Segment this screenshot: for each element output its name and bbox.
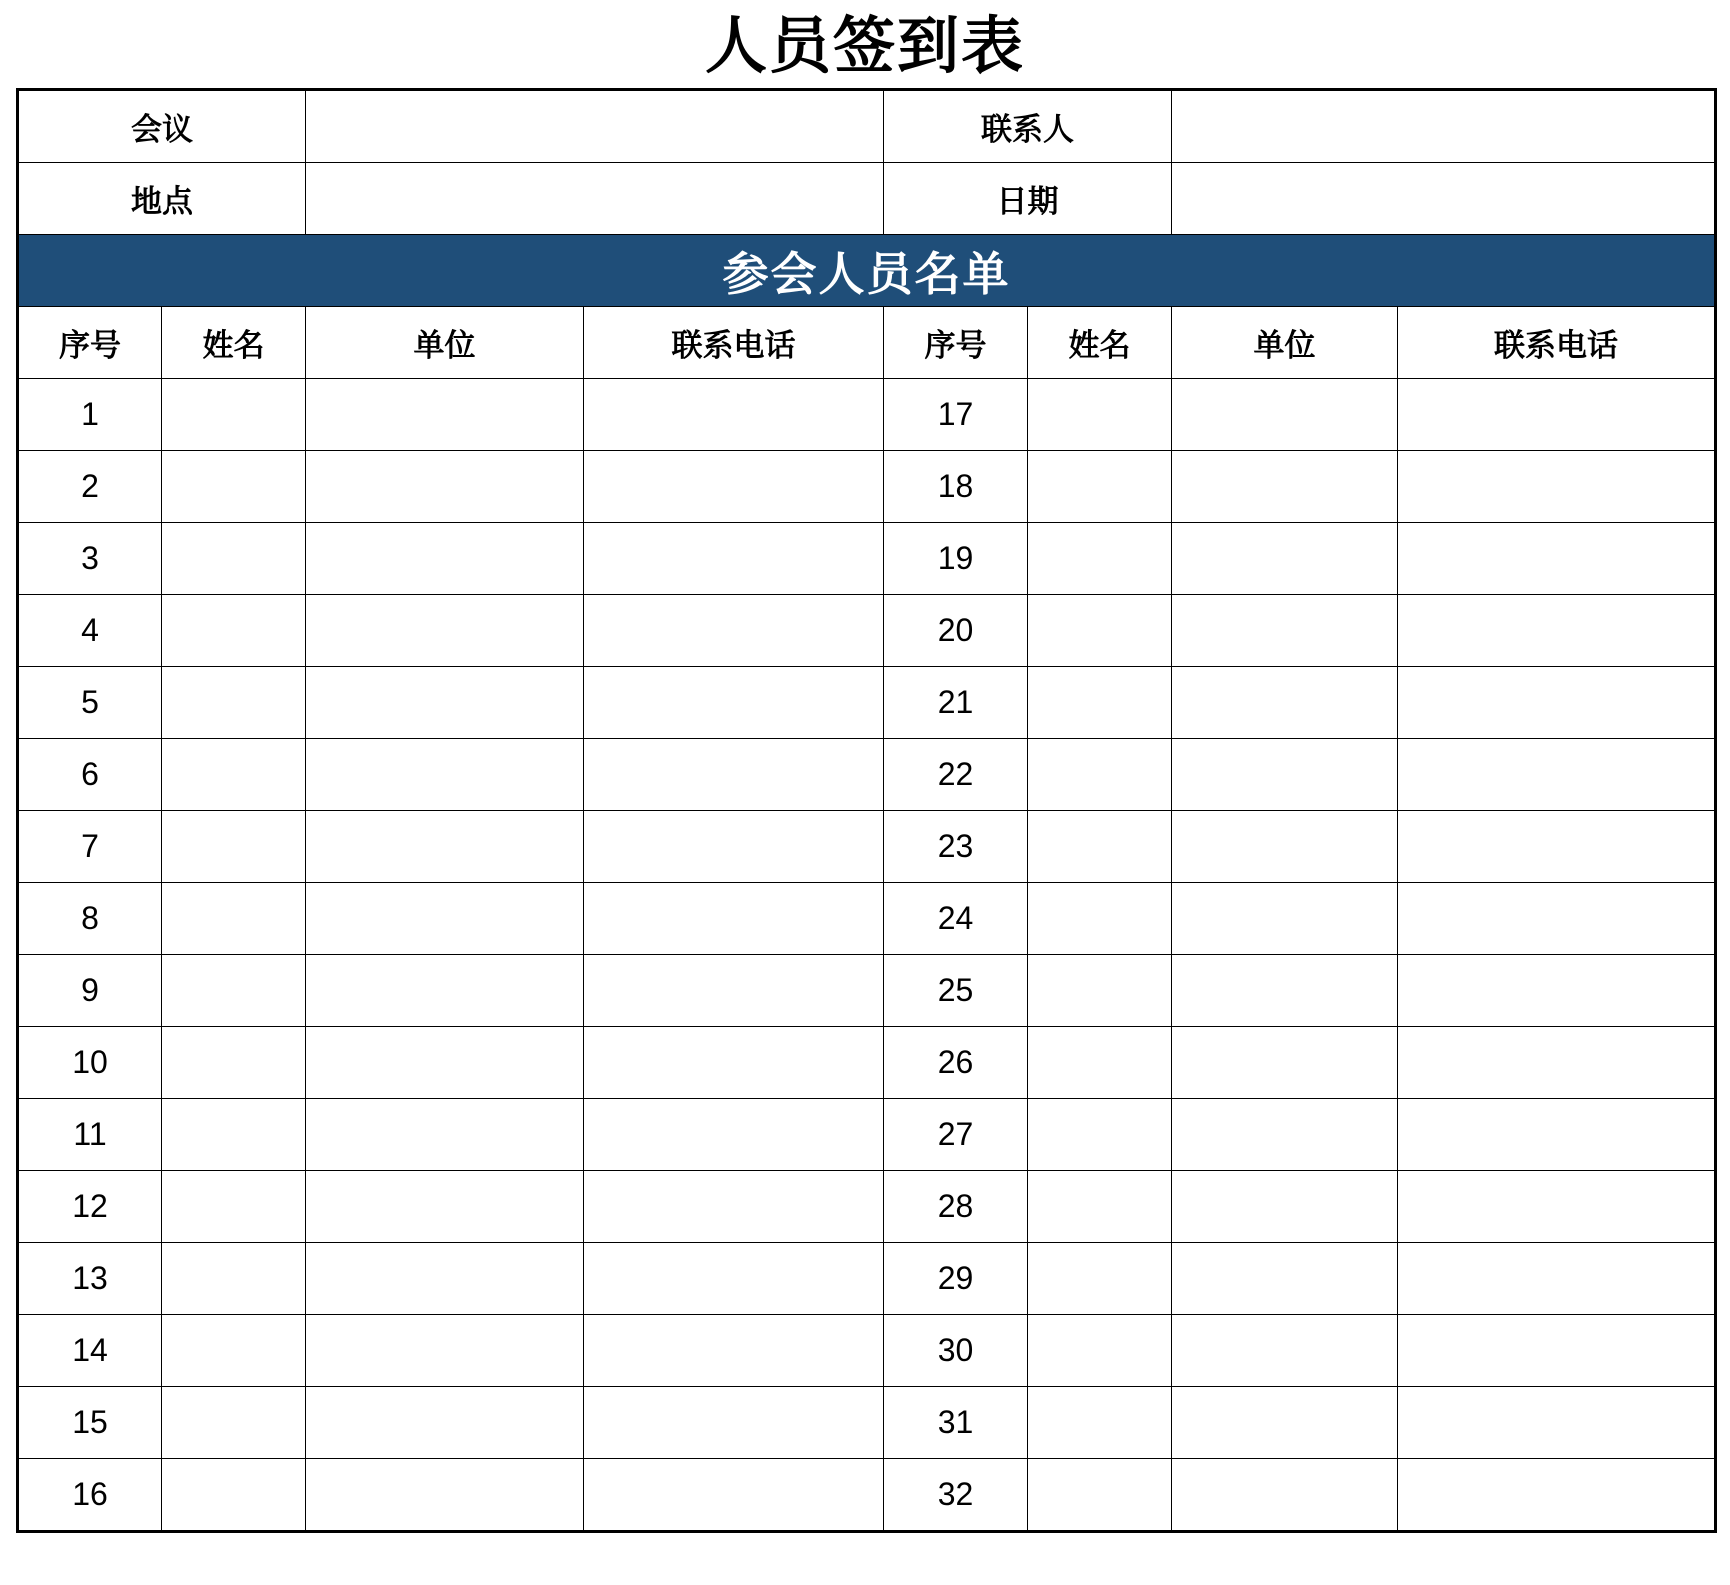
left-no-cell: 5	[18, 667, 162, 739]
right-phone-cell[interactable]	[1398, 451, 1716, 523]
contact-field[interactable]	[1172, 90, 1716, 163]
right-unit-cell[interactable]	[1172, 379, 1398, 451]
left-name-cell[interactable]	[162, 379, 306, 451]
left-phone-cell[interactable]	[584, 1315, 884, 1387]
right-unit-cell[interactable]	[1172, 739, 1398, 811]
right-name-cell[interactable]	[1028, 955, 1172, 1027]
left-name-cell[interactable]	[162, 1099, 306, 1171]
left-no-cell: 15	[18, 1387, 162, 1459]
left-unit-cell[interactable]	[306, 1315, 584, 1387]
left-phone-cell[interactable]	[584, 595, 884, 667]
right-unit-cell[interactable]	[1172, 595, 1398, 667]
right-unit-cell[interactable]	[1172, 1315, 1398, 1387]
left-phone-cell[interactable]	[584, 955, 884, 1027]
right-name-cell[interactable]	[1028, 1027, 1172, 1099]
section-row	[18, 235, 1716, 307]
left-no-cell: 3	[18, 523, 162, 595]
right-no-cell: 31	[884, 1387, 1028, 1459]
right-phone-cell[interactable]	[1398, 955, 1716, 1027]
right-name-cell[interactable]	[1028, 1387, 1172, 1459]
left-phone-cell[interactable]	[584, 739, 884, 811]
left-name-cell[interactable]	[162, 1027, 306, 1099]
left-name-cell[interactable]	[162, 811, 306, 883]
col-header-left-name: 姓名	[162, 307, 306, 379]
left-phone-cell[interactable]	[584, 1243, 884, 1315]
left-no-cell: 8	[18, 883, 162, 955]
left-phone-cell[interactable]	[584, 1459, 884, 1532]
left-name-cell[interactable]	[162, 451, 306, 523]
left-unit-cell[interactable]	[306, 451, 584, 523]
right-phone-cell[interactable]	[1398, 1171, 1716, 1243]
right-name-cell[interactable]	[1028, 595, 1172, 667]
right-no-cell: 27	[884, 1099, 1028, 1171]
left-unit-cell[interactable]	[306, 595, 584, 667]
col-header-right-name: 姓名	[1028, 307, 1172, 379]
right-no-cell: 29	[884, 1243, 1028, 1315]
meeting-field[interactable]	[306, 90, 884, 163]
table-row	[18, 955, 1716, 1027]
left-no-cell: 4	[18, 595, 162, 667]
right-phone-cell[interactable]	[1398, 739, 1716, 811]
table-row	[18, 1027, 1716, 1099]
right-name-cell[interactable]	[1028, 883, 1172, 955]
left-name-cell[interactable]	[162, 667, 306, 739]
right-no-cell: 18	[884, 451, 1028, 523]
section-title: 参会人员名单	[18, 235, 1716, 307]
right-no-cell: 19	[884, 523, 1028, 595]
left-name-cell[interactable]	[162, 1243, 306, 1315]
right-no-cell: 22	[884, 739, 1028, 811]
right-name-cell[interactable]	[1028, 739, 1172, 811]
left-name-cell[interactable]	[162, 1387, 306, 1459]
left-phone-cell[interactable]	[584, 883, 884, 955]
col-header-left-phone: 联系电话	[584, 307, 884, 379]
right-phone-cell[interactable]	[1398, 811, 1716, 883]
right-phone-cell[interactable]	[1398, 667, 1716, 739]
table-row	[18, 1315, 1716, 1387]
left-unit-cell[interactable]	[306, 1243, 584, 1315]
table-row	[18, 523, 1716, 595]
table-row	[18, 595, 1716, 667]
right-no-cell: 24	[884, 883, 1028, 955]
right-unit-cell[interactable]	[1172, 1387, 1398, 1459]
right-phone-cell[interactable]	[1398, 523, 1716, 595]
table-row	[18, 451, 1716, 523]
left-unit-cell[interactable]	[306, 667, 584, 739]
right-unit-cell[interactable]	[1172, 451, 1398, 523]
right-phone-cell[interactable]	[1398, 1027, 1716, 1099]
left-phone-cell[interactable]	[584, 667, 884, 739]
left-unit-cell[interactable]	[306, 523, 584, 595]
page-title: 人员签到表	[704, 9, 1025, 82]
left-name-cell[interactable]	[162, 955, 306, 1027]
left-unit-cell[interactable]	[306, 811, 584, 883]
right-unit-cell[interactable]	[1172, 1099, 1398, 1171]
table-row	[18, 883, 1716, 955]
left-no-cell: 9	[18, 955, 162, 1027]
left-no-cell: 1	[18, 379, 162, 451]
info-row-location	[18, 163, 1716, 235]
col-header-right-phone: 联系电话	[1398, 307, 1716, 379]
left-unit-cell[interactable]	[306, 1027, 584, 1099]
left-phone-cell[interactable]	[584, 1387, 884, 1459]
right-unit-cell[interactable]	[1172, 811, 1398, 883]
right-phone-cell[interactable]	[1398, 1459, 1716, 1532]
location-field[interactable]	[306, 163, 884, 235]
left-phone-cell[interactable]	[584, 451, 884, 523]
right-unit-cell[interactable]	[1172, 523, 1398, 595]
left-unit-cell[interactable]	[306, 955, 584, 1027]
right-name-cell[interactable]	[1028, 1099, 1172, 1171]
date-field[interactable]	[1172, 163, 1716, 235]
right-no-cell: 20	[884, 595, 1028, 667]
left-name-cell[interactable]	[162, 1459, 306, 1532]
right-unit-cell[interactable]	[1172, 1243, 1398, 1315]
right-name-cell[interactable]	[1028, 667, 1172, 739]
right-no-cell: 32	[884, 1459, 1028, 1532]
info-row-meeting	[18, 90, 1716, 163]
right-phone-cell[interactable]	[1398, 1315, 1716, 1387]
date-label: 日期	[884, 163, 1172, 235]
right-phone-cell[interactable]	[1398, 1243, 1716, 1315]
right-name-cell[interactable]	[1028, 1171, 1172, 1243]
table-row	[18, 1099, 1716, 1171]
right-no-cell: 26	[884, 1027, 1028, 1099]
sign-in-table	[16, 88, 1717, 1533]
left-no-cell: 2	[18, 451, 162, 523]
left-unit-cell[interactable]	[306, 1459, 584, 1532]
meeting-label: 会议	[18, 90, 306, 163]
left-name-cell[interactable]	[162, 523, 306, 595]
left-unit-cell[interactable]	[306, 379, 584, 451]
right-phone-cell[interactable]	[1398, 883, 1716, 955]
table-row	[18, 1387, 1716, 1459]
left-name-cell[interactable]	[162, 595, 306, 667]
left-name-cell[interactable]	[162, 883, 306, 955]
right-phone-cell[interactable]	[1398, 595, 1716, 667]
left-phone-cell[interactable]	[584, 379, 884, 451]
left-no-cell: 7	[18, 811, 162, 883]
left-phone-cell[interactable]	[584, 811, 884, 883]
left-unit-cell[interactable]	[306, 883, 584, 955]
left-no-cell: 6	[18, 739, 162, 811]
right-phone-cell[interactable]	[1398, 1387, 1716, 1459]
col-header-right-unit: 单位	[1172, 307, 1398, 379]
right-unit-cell[interactable]	[1172, 1171, 1398, 1243]
table-row	[18, 379, 1716, 451]
left-unit-cell[interactable]	[306, 739, 584, 811]
right-name-cell[interactable]	[1028, 523, 1172, 595]
left-name-cell[interactable]	[162, 1315, 306, 1387]
right-no-cell: 17	[884, 379, 1028, 451]
left-unit-cell[interactable]	[306, 1387, 584, 1459]
table-row	[18, 811, 1716, 883]
right-unit-cell[interactable]	[1172, 955, 1398, 1027]
right-unit-cell[interactable]	[1172, 667, 1398, 739]
right-name-cell[interactable]	[1028, 811, 1172, 883]
left-phone-cell[interactable]	[584, 1027, 884, 1099]
left-no-cell: 11	[18, 1099, 162, 1171]
table-row	[18, 739, 1716, 811]
table-row	[18, 1459, 1716, 1532]
column-header-row	[18, 307, 1716, 379]
left-no-cell: 14	[18, 1315, 162, 1387]
col-header-left-no: 序号	[18, 307, 162, 379]
right-name-cell[interactable]	[1028, 1243, 1172, 1315]
left-no-cell: 16	[18, 1459, 162, 1532]
right-no-cell: 25	[884, 955, 1028, 1027]
table-row	[18, 1243, 1716, 1315]
right-no-cell: 30	[884, 1315, 1028, 1387]
right-unit-cell[interactable]	[1172, 1459, 1398, 1532]
right-name-cell[interactable]	[1028, 1459, 1172, 1532]
right-name-cell[interactable]	[1028, 379, 1172, 451]
left-phone-cell[interactable]	[584, 1171, 884, 1243]
col-header-left-unit: 单位	[306, 307, 584, 379]
left-phone-cell[interactable]	[584, 1099, 884, 1171]
right-unit-cell[interactable]	[1172, 1027, 1398, 1099]
left-no-cell: 13	[18, 1243, 162, 1315]
right-unit-cell[interactable]	[1172, 883, 1398, 955]
left-name-cell[interactable]	[162, 739, 306, 811]
right-no-cell: 28	[884, 1171, 1028, 1243]
right-no-cell: 21	[884, 667, 1028, 739]
right-name-cell[interactable]	[1028, 1315, 1172, 1387]
right-phone-cell[interactable]	[1398, 1099, 1716, 1171]
table-row	[18, 667, 1716, 739]
left-phone-cell[interactable]	[584, 523, 884, 595]
location-label: 地点	[18, 163, 306, 235]
left-unit-cell[interactable]	[306, 1171, 584, 1243]
right-name-cell[interactable]	[1028, 451, 1172, 523]
contact-label: 联系人	[884, 90, 1172, 163]
col-header-right-no: 序号	[884, 307, 1028, 379]
right-no-cell: 23	[884, 811, 1028, 883]
left-name-cell[interactable]	[162, 1171, 306, 1243]
left-unit-cell[interactable]	[306, 1099, 584, 1171]
left-no-cell: 10	[18, 1027, 162, 1099]
right-phone-cell[interactable]	[1398, 379, 1716, 451]
left-no-cell: 12	[18, 1171, 162, 1243]
table-row	[18, 1171, 1716, 1243]
